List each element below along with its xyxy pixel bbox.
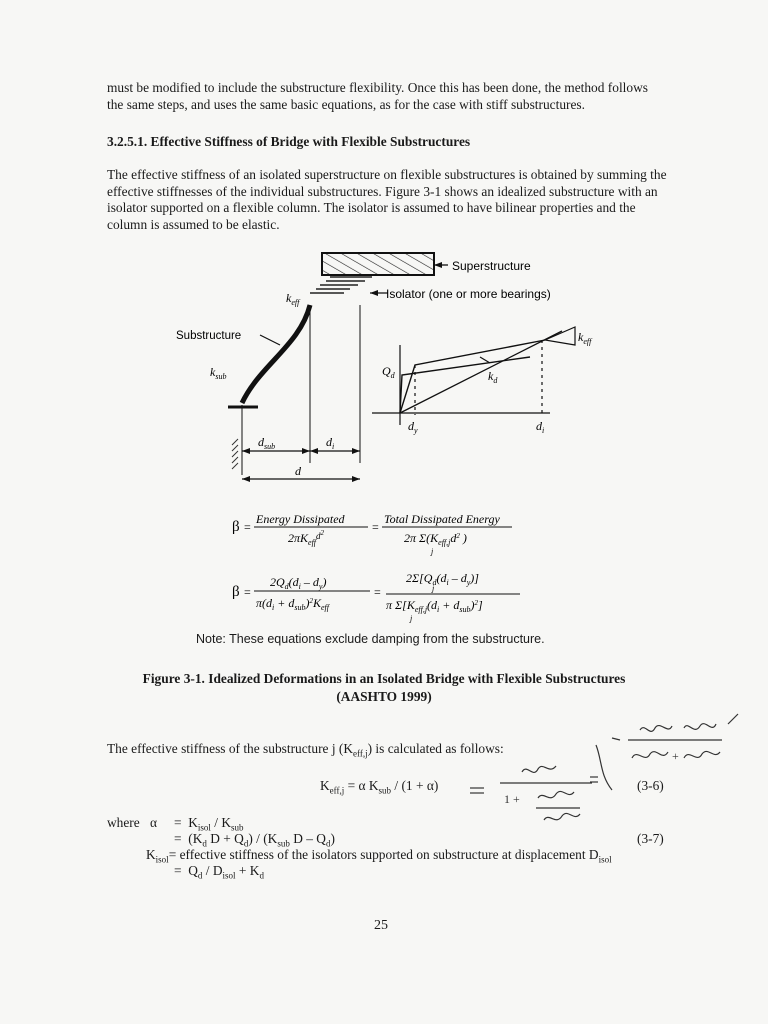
dimension-arrow-dsub-left xyxy=(242,448,250,454)
figure-note: Note: These equations exclude damping from the substructure. xyxy=(196,632,545,646)
eq2-sum-index-1: j xyxy=(432,584,435,593)
eq1-numerator-2: Total Dissipated Energy xyxy=(384,512,500,526)
hysteresis-plot xyxy=(372,327,593,435)
figure-3-1-diagram xyxy=(150,245,630,495)
eq2-sum-index-2: j xyxy=(410,614,413,623)
isolator-label: Isolator (one or more bearings) xyxy=(386,287,551,301)
eq1-sum-index: j xyxy=(431,547,434,556)
eq2-numerator-1: $2Q_d(d_i - d_y)$ xyxy=(270,575,327,591)
isolator-bearing xyxy=(310,277,372,293)
di-plot-label: $d_i$ xyxy=(536,419,545,435)
flexible-column xyxy=(242,305,310,403)
eq2-equals-a: = xyxy=(244,585,251,599)
alpha-definition: = $K_{isol} / K_{sub}$ xyxy=(174,815,244,833)
kisol-expression: = $Q_d / D_{isol} + K_d$ xyxy=(174,863,264,881)
eq1-denominator-1: $2\pi K_{eff}^{d2}$ xyxy=(288,529,325,547)
dimension-arrow-di-right xyxy=(352,448,360,454)
sentence-tail: ) is calculated as follows: xyxy=(367,741,504,756)
where-alpha-symbol: α xyxy=(150,815,158,830)
bilinear-lower-branch xyxy=(400,357,530,413)
beta-symbol-1: β xyxy=(232,519,240,535)
dimension-arrow-dsub-right xyxy=(302,448,310,454)
caption-line-1: Figure 3-1. Idealized Deformations in an Isolated Bridge with Flexible Substructures xyxy=(142,671,626,686)
eq1-denominator-2: 2π $\Sigma(K_{eff,j}d^2$ ) xyxy=(404,531,467,547)
where-label: where xyxy=(107,815,140,830)
dy-label: $d_y$ xyxy=(408,419,418,435)
equation-3-6: $K_{eff,j} = \alpha$ $K_{sub} / (1 + \alpha)$ xyxy=(320,778,439,796)
caption-line-2: (AASHTO 1999) xyxy=(336,689,432,704)
keff-label: $k_{eff}$ xyxy=(286,291,300,307)
dimension-arrow-d-left xyxy=(242,476,250,482)
superstructure-label: Superstructure xyxy=(452,259,531,273)
kd-slope-marker xyxy=(480,357,490,363)
ksub-label: $k_{sub}$ xyxy=(210,365,227,381)
d-label: d xyxy=(295,464,301,478)
kisol-description: effective stiffness of the isolators supported on substructure at displacement D xyxy=(179,847,599,862)
paragraph-effective-stiffness: The effective stiffness of an isolated superstructure on flexible substructures is obtained by summing the effective stiffnesses of the individual substructures. Figure 3-1 shows an idealized substructure with an isolator supported on a flexible column. The isolator is assumed to have bilinear properties and the column is assumed to be elastic. xyxy=(107,167,667,232)
eq1-equals-b: = xyxy=(372,520,379,534)
isolator-arrowhead xyxy=(370,290,378,296)
eq2-equals-b: = xyxy=(374,585,381,599)
substructure-stiffness-sentence: The effective stiffness of the substructure j $(K_{eff,j})$ is calculated as follows: xyxy=(107,741,504,759)
di-label: $d_i$ xyxy=(326,435,335,451)
eq1-equals-a: = xyxy=(244,520,251,534)
dimension-arrow-di-left xyxy=(310,448,318,454)
dimension-arrow-d-right xyxy=(352,476,360,482)
alpha-expansion: = ($K_d$ $D + Q_d) / (K_{sub}$ D – $Q_d$) xyxy=(174,831,335,849)
page-number: 25 xyxy=(374,918,388,933)
dsub-label: $d_{sub}$ xyxy=(258,435,276,451)
svg-text:+: + xyxy=(672,749,679,763)
equation-3-6-number: (3-6) xyxy=(637,778,664,793)
eq1-numerator-1: Energy Dissipated xyxy=(256,512,345,526)
figure-caption xyxy=(100,670,668,706)
beta-symbol-2: β xyxy=(232,584,240,600)
kd-label: $k_d$ xyxy=(488,369,498,385)
paragraph-intro: must be modified to include the substructure flexibility. Once this has been done, the method follows the same steps, and uses the same basic equations, as for the case with stiff substructures. xyxy=(107,80,648,112)
kisol-definition: $K_{isol}=$ effective stiffness of the isolators supported on substructure at displacement $D_{isol}$ xyxy=(146,847,612,865)
section-heading: 3.2.5.1. Effective Stiffness of Bridge with Flexible Substructures xyxy=(107,134,471,149)
qd-label: $Q_d$ xyxy=(382,364,395,380)
superstructure-arrowhead xyxy=(434,262,442,268)
eq2-denominator-1: $\pi(d_i + d_{sub})^2K_{eff}$ xyxy=(256,596,329,612)
superstructure-box xyxy=(322,253,434,275)
keff-plot-label: $k_{eff}$ xyxy=(578,330,592,346)
substructure-leader xyxy=(260,335,280,345)
svg-text:1 +: 1 + xyxy=(504,792,520,806)
keff-slope-triangle xyxy=(545,327,575,345)
sentence-head: The effective stiffness of the substructure j (K xyxy=(107,741,354,756)
equation-3-7-number: (3-7) xyxy=(637,831,664,846)
eq2-denominator-2: π $\Sigma[K_{eff,j}(d_i + d_{sub})^2]$ xyxy=(386,598,483,614)
substructure-label: Substructure xyxy=(176,330,242,342)
damping-equations xyxy=(230,508,530,626)
eq2-numerator-2: $2\Sigma[Q_d(d_i - d_y)]$ xyxy=(406,571,479,587)
ground-hatch xyxy=(232,439,238,469)
